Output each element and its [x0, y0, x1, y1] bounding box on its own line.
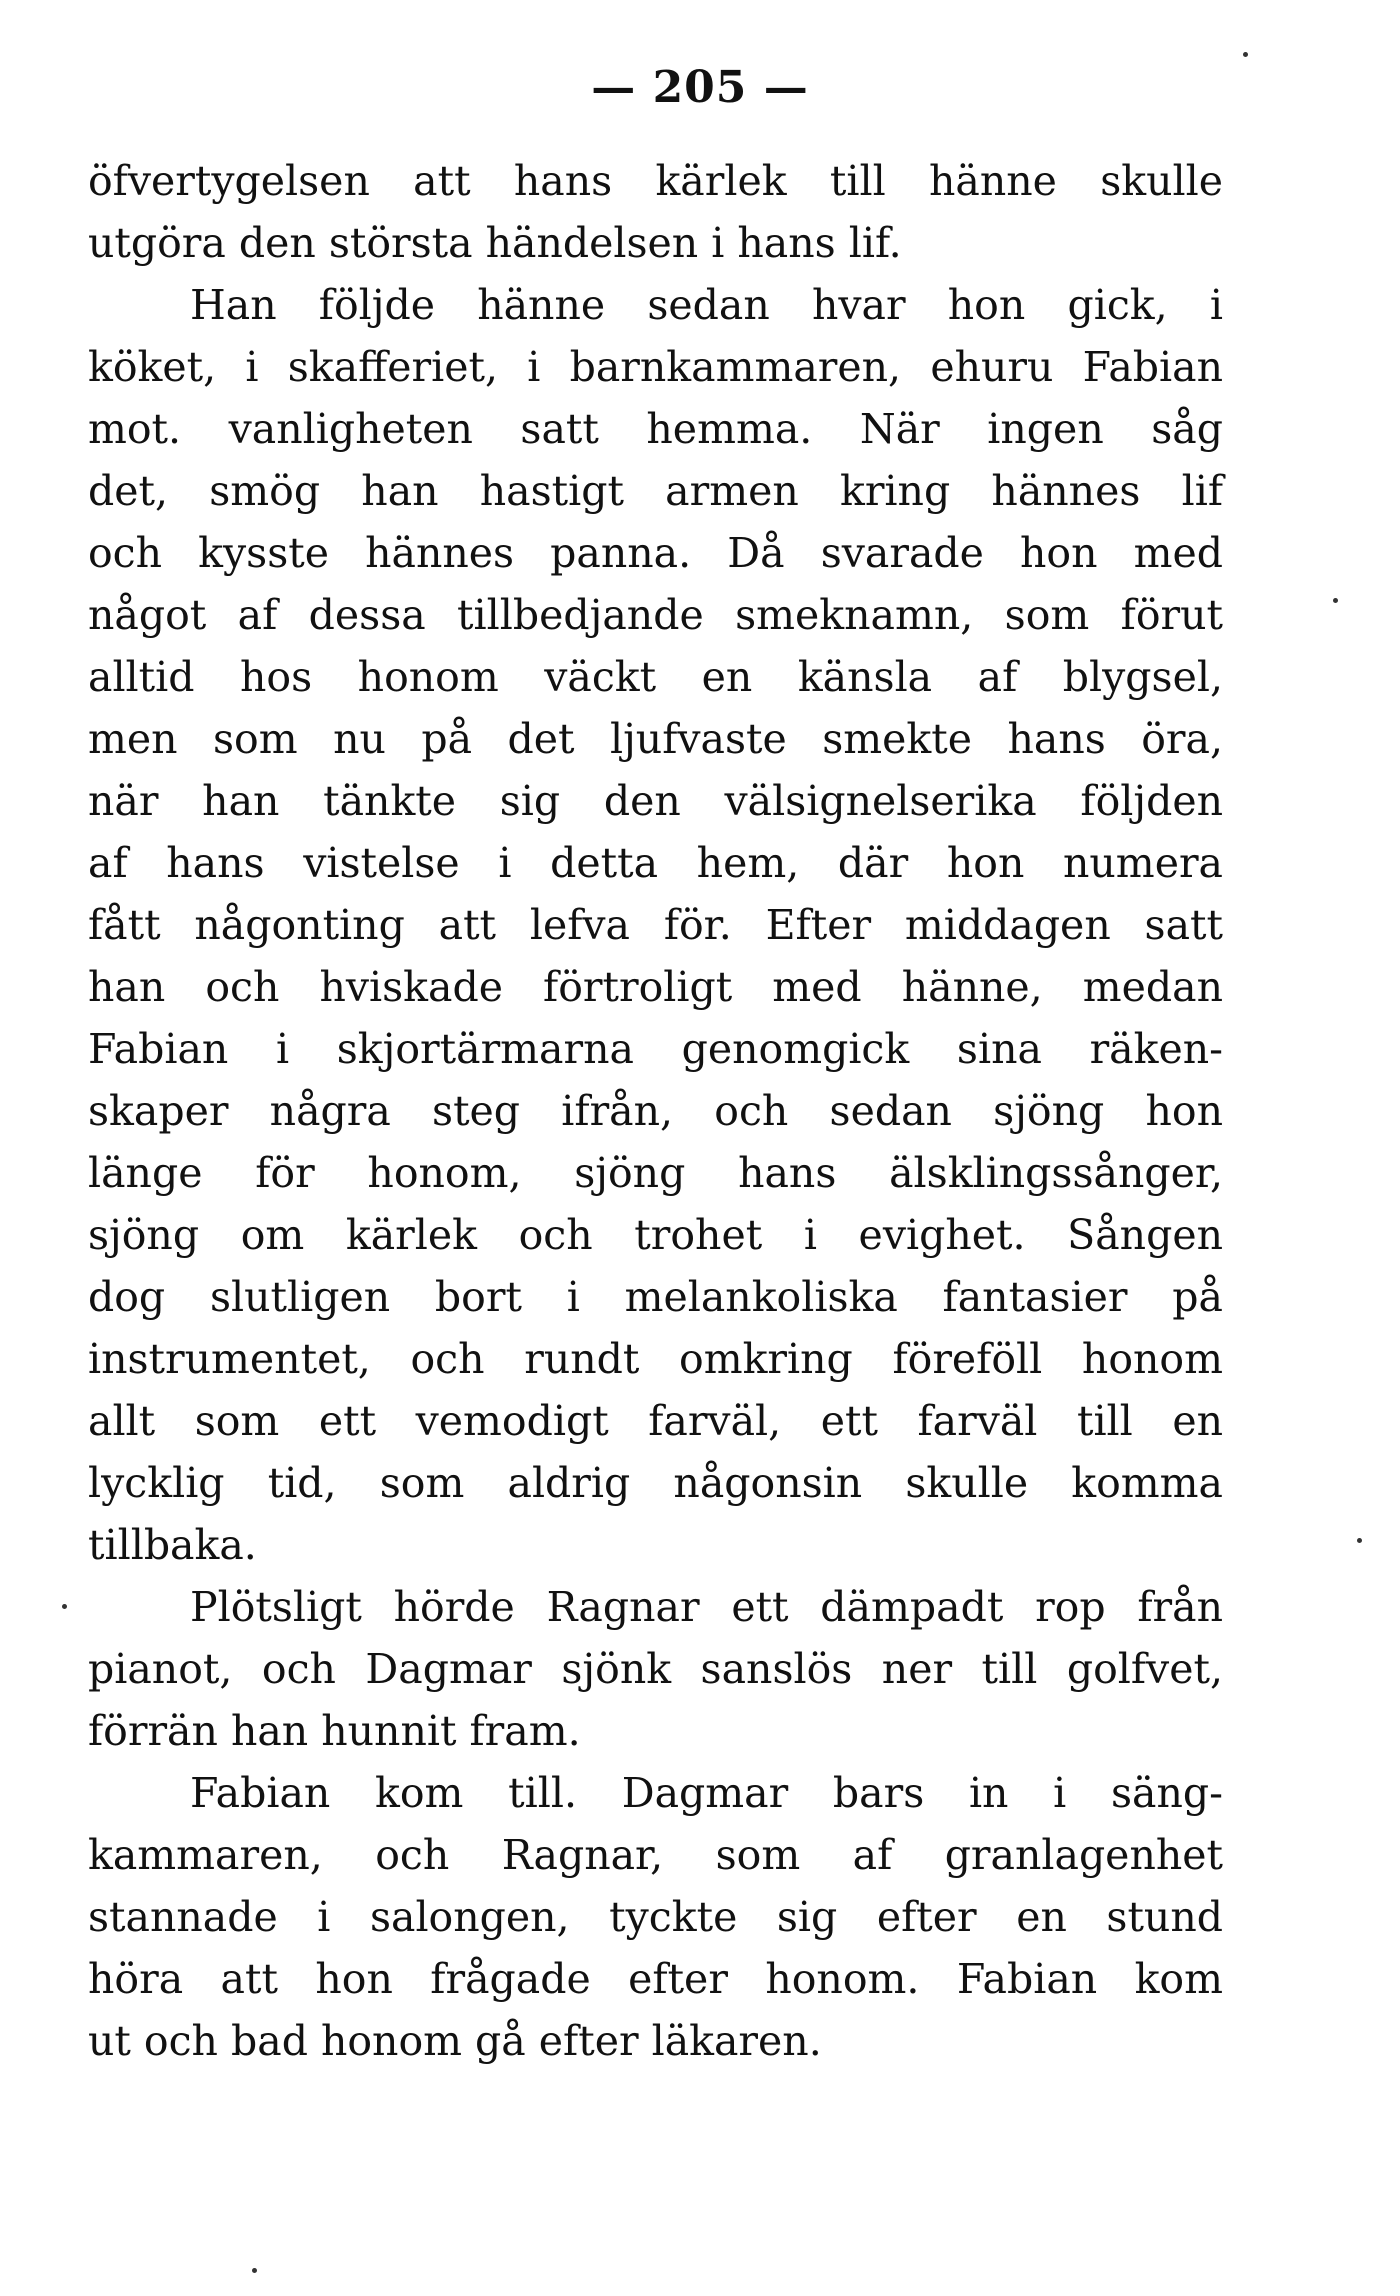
text-line: när han tänkte sig den välsignelserika följden [88, 777, 1223, 825]
text-line: lycklig tid, som aldrig någonsin skulle komma [88, 1459, 1223, 1507]
text-line: och kysste hännes panna. Då svarade hon med [88, 529, 1223, 577]
ink-speck [1333, 598, 1338, 603]
text-line: öfvertygelsen att hans kärlek till hänne skulle [88, 157, 1223, 205]
text-line: han och hviskade förtroligt med hänne, medan [88, 963, 1223, 1011]
ink-speck [1357, 1538, 1362, 1543]
text-line: höra att hon frågade efter honom. Fabian kom [88, 1955, 1223, 2003]
text-line: länge för honom, sjöng hans älsklingssånger, [88, 1149, 1223, 1197]
text-line: något af dessa tillbedjande smeknamn, som förut [88, 591, 1223, 639]
ink-speck [1243, 52, 1248, 57]
text-line: sjöng om kärlek och trohet i evighet. Sången [88, 1211, 1223, 1259]
text-line: af hans vistelse i detta hem, där hon numera [88, 839, 1223, 887]
text-line: Fabian i skjortärmarna genomgick sina räken- [88, 1025, 1223, 1073]
text-line: ut och bad honom gå efter läkaren. [88, 2017, 822, 2065]
text-line: Fabian kom till. Dagmar bars in i säng- [190, 1769, 1223, 1817]
text-line: det, smög han hastigt armen kring hännes lif [88, 467, 1223, 515]
ink-speck [62, 1604, 67, 1609]
text-line: skaper några steg ifrån, och sedan sjöng hon [88, 1087, 1223, 1135]
text-line: dog slutligen bort i melankoliska fantasier på [88, 1273, 1223, 1321]
text-line: Han följde hänne sedan hvar hon gick, i [190, 281, 1223, 329]
ink-speck [252, 2268, 257, 2273]
text-line: allt som ett vemodigt farväl, ett farväl till en [88, 1397, 1223, 1445]
text-line: fått någonting att lefva för. Efter middagen satt [88, 901, 1223, 949]
text-line: förrän han hunnit fram. [88, 1707, 581, 1755]
text-line: instrumentet, och rundt omkring föreföll honom [88, 1335, 1223, 1383]
text-line: mot. vanligheten satt hemma. När ingen såg [88, 405, 1223, 453]
text-line: stannade i salongen, tyckte sig efter en stund [88, 1893, 1223, 1941]
text-line: tillbaka. [88, 1521, 257, 1569]
text-line: men som nu på det ljufvaste smekte hans öra, [88, 715, 1223, 763]
text-line: köket, i skafferiet, i barnkammaren, ehuru Fabian [88, 343, 1223, 391]
text-line: kammaren, och Ragnar, som af granlagenhet [88, 1831, 1223, 1879]
text-line: utgöra den största händelsen i hans lif. [88, 219, 902, 267]
text-line: alltid hos honom väckt en känsla af blygsel, [88, 653, 1223, 701]
text-line: pianot, och Dagmar sjönk sanslös ner till golfvet, [88, 1645, 1223, 1693]
text-line: Plötsligt hörde Ragnar ett dämpadt rop från [190, 1583, 1223, 1631]
page-number: — 205 — [591, 62, 809, 113]
